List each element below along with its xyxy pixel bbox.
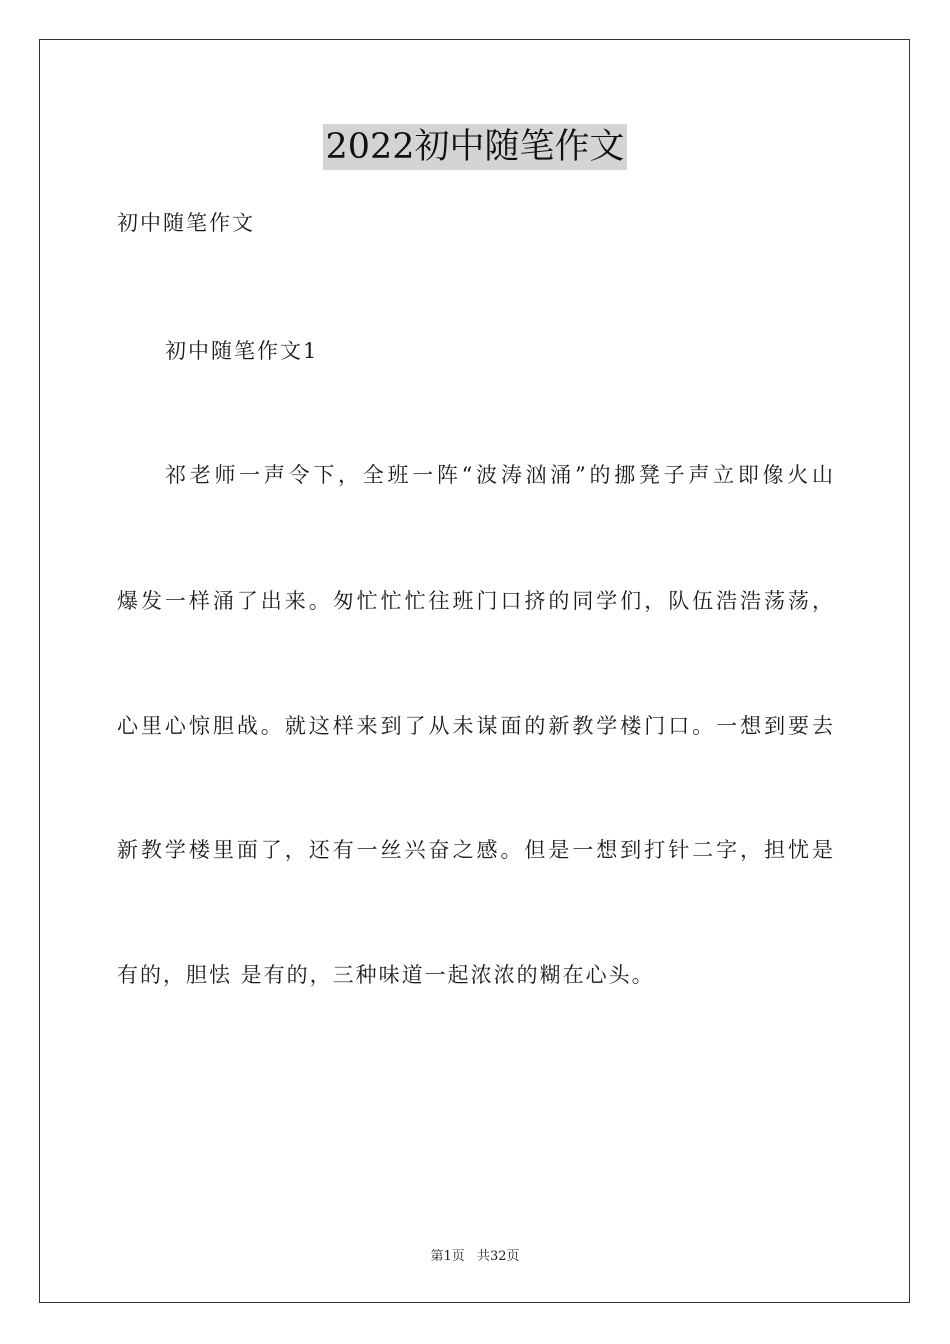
page-number: 第1页	[430, 1249, 465, 1264]
document-subtitle: 初中随笔作文	[117, 211, 255, 235]
paragraph-line: 心里心惊胆战。就这样来到了从未谋面的新教学楼门口。一想到要去	[117, 714, 833, 738]
paragraph-line: 有的，胆怯 是有的，三种味道一起浓浓的糊在心头。	[117, 963, 655, 987]
paragraph-line: 新教学楼里面了，还有一丝兴奋之感。但是一想到打针二字，担忧是	[117, 838, 833, 862]
page-total: 共32页	[476, 1249, 520, 1264]
section-heading: 初中随笔作文1	[165, 339, 319, 363]
document-title: 2022初中随笔作文	[323, 124, 626, 170]
title-container	[0, 124, 950, 170]
paragraph-line: 爆发一样涌了出来。匆忙忙忙往班门口挤的同学们，队伍浩浩荡荡，	[117, 589, 833, 613]
page-footer	[0, 1248, 950, 1266]
paragraph-line: 祁老师一声令下，全班一阵“波涛汹涌”的挪凳子声立即像火山	[165, 463, 833, 487]
